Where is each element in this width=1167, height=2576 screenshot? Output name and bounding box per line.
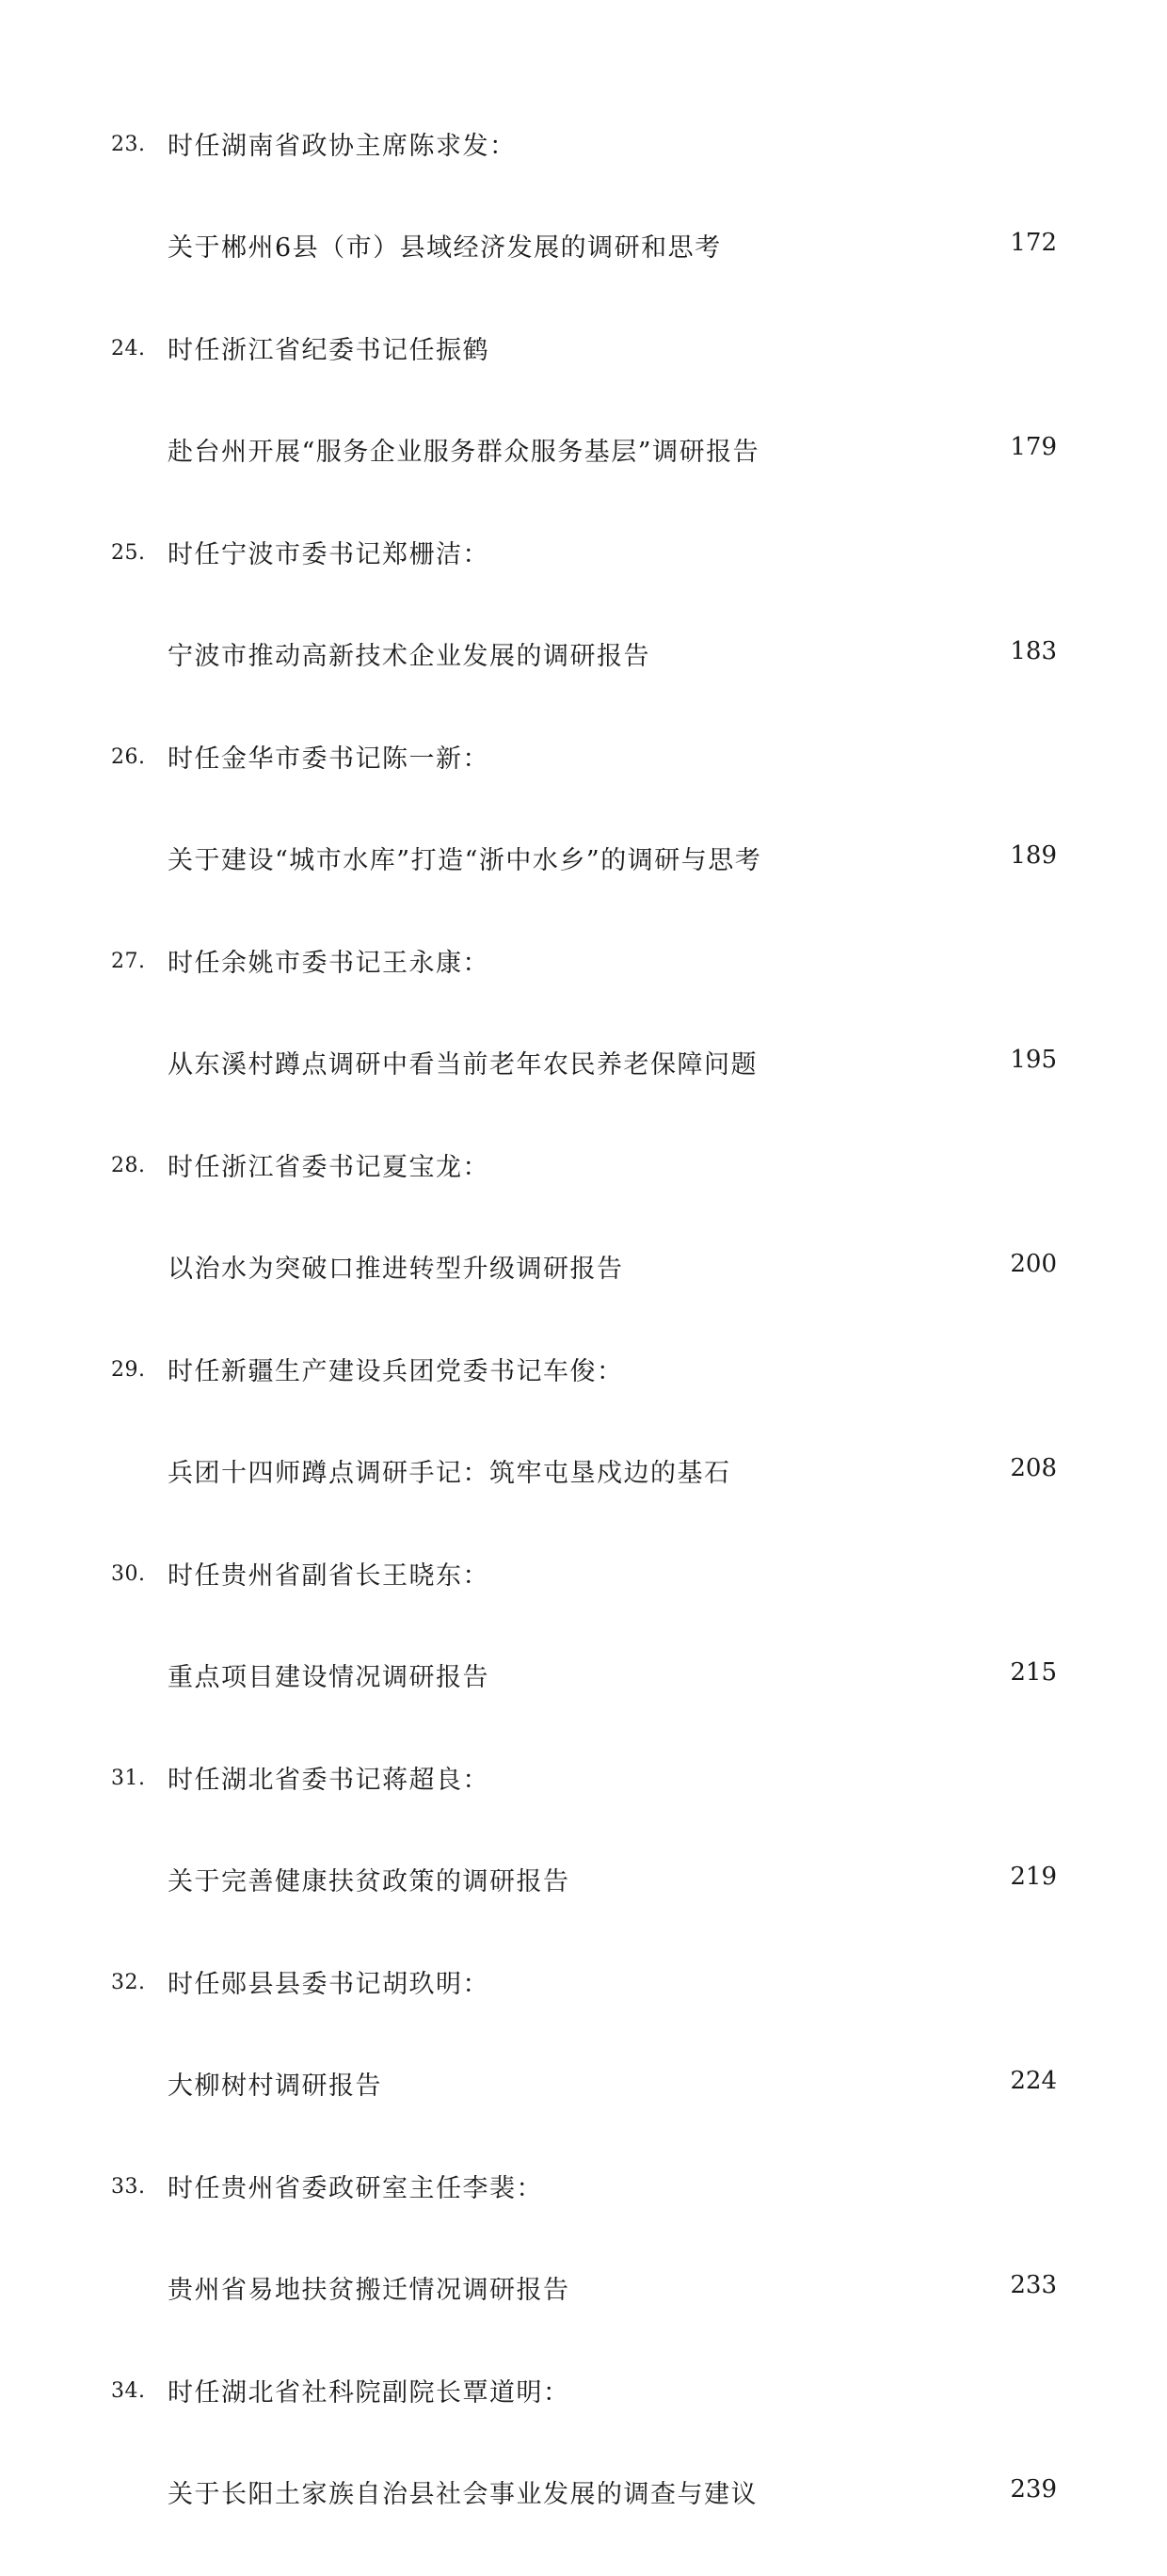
toc-entry-author: 时任浙江省纪委书记任振鹤 [168, 336, 489, 365]
toc-entry-title-line[interactable] [0, 227, 1167, 274]
toc-entry-title-line[interactable] [0, 1044, 1167, 1091]
toc-entry-author: 时任贵州省副省长王晓东： [168, 1561, 489, 1591]
toc-entry[interactable] [0, 534, 1167, 738]
toc-entry-title[interactable]: 贵州省易地扶贫搬迁情况调研报告 [168, 2276, 570, 2305]
toc-entry-author-line [0, 1759, 1167, 1806]
toc-entry-author: 时任新疆生产建设兵团党委书记车俊： [168, 1357, 624, 1386]
toc-entry-page-number: 200 [1010, 1250, 1057, 1278]
toc-entry-author: 时任浙江省委书记夏宝龙： [168, 1153, 489, 1182]
toc-entry-author-line [0, 738, 1167, 785]
toc-entry-number: 33. [111, 2175, 146, 2199]
toc-entry-number: 24. [111, 337, 146, 360]
toc-entry-page-number: 219 [1010, 1863, 1057, 1891]
toc-entry-number: 28. [111, 1154, 146, 1177]
toc-entry-page-number: 224 [1010, 2067, 1057, 2095]
toc-entry-author-line [0, 329, 1167, 376]
toc-entry-title[interactable]: 关于建设“城市水库”打造“浙中水乡”的调研与思考 [168, 846, 762, 875]
toc-entry-page-number: 183 [1010, 637, 1057, 665]
toc-entry-title-line[interactable] [0, 2065, 1167, 2112]
toc-entry[interactable] [0, 738, 1167, 942]
toc-entry-page-number: 239 [1010, 2475, 1057, 2504]
toc-entry-title[interactable]: 重点项目建设情况调研报告 [168, 1663, 489, 1692]
toc-entry-title-line[interactable] [0, 635, 1167, 682]
toc-entry-author: 时任湖南省政协主席陈求发： [168, 132, 517, 161]
toc-entry-title-line[interactable] [0, 1656, 1167, 1704]
toc-entry-page-number: 233 [1010, 2271, 1057, 2299]
toc-entry-title-line[interactable] [0, 2473, 1167, 2520]
toc-entry-number: 34. [111, 2379, 146, 2403]
toc-entry-author-line [0, 2372, 1167, 2419]
toc-entry-page-number: 179 [1010, 433, 1057, 461]
toc-entry-number: 23. [111, 133, 146, 156]
toc-entry-author-line [0, 942, 1167, 989]
toc-entry-title[interactable]: 兵团十四师蹲点调研手记：筑牢屯垦戍边的基石 [168, 1459, 731, 1488]
toc-entry-author-line [0, 1146, 1167, 1193]
toc-entry[interactable] [0, 942, 1167, 1146]
toc-entry-author-line [0, 125, 1167, 172]
toc-entry[interactable] [0, 1351, 1167, 1555]
toc-entry-title-line[interactable] [0, 1248, 1167, 1295]
toc-entry[interactable] [0, 1146, 1167, 1351]
toc-entry-author: 时任湖北省委书记蒋超良： [168, 1766, 489, 1795]
toc-entry-title[interactable]: 以治水为突破口推进转型升级调研报告 [168, 1255, 624, 1284]
toc-entry-author: 时任郧县县委书记胡玖明： [168, 1970, 489, 1999]
toc-entry-author: 时任湖北省社科院副院长覃道明： [168, 2378, 570, 2408]
toc-entry-author: 时任贵州省委政研室主任李裴： [168, 2174, 543, 2203]
toc-entry-author: 时任余姚市委书记王永康： [168, 949, 489, 978]
toc-entry-title-line[interactable] [0, 1452, 1167, 1499]
toc-entry-page-number: 215 [1010, 1658, 1057, 1687]
toc-entry-title[interactable]: 赴台州开展“服务企业服务群众服务基层”调研报告 [168, 438, 760, 467]
toc-entry-page-number: 208 [1010, 1454, 1057, 1482]
toc-entry[interactable] [0, 1555, 1167, 1759]
toc-entry-title[interactable]: 宁波市推动高新技术企业发展的调研报告 [168, 642, 650, 671]
toc-entry-number: 25. [111, 541, 146, 565]
toc-entry-number: 32. [111, 1971, 146, 1994]
toc-entry[interactable] [0, 125, 1167, 329]
toc-entry-title[interactable]: 关于完善健康扶贫政策的调研报告 [168, 1867, 570, 1896]
toc-entry-author-line [0, 1963, 1167, 2010]
toc-entry-title[interactable]: 大柳树村调研报告 [168, 2072, 382, 2101]
toc-entry-page-number: 172 [1010, 229, 1057, 257]
toc-entry-author-line [0, 1351, 1167, 1398]
toc-entry-title-line[interactable] [0, 1861, 1167, 1908]
toc-entry-number: 27. [111, 950, 146, 973]
toc-entry-title-line[interactable] [0, 431, 1167, 478]
toc-entry-title-line[interactable] [0, 2269, 1167, 2316]
toc-entry-title[interactable]: 关于郴州6县（市）县域经济发展的调研和思考 [168, 233, 722, 263]
toc-entry-title-line[interactable] [0, 840, 1167, 887]
toc-entry-number: 31. [111, 1767, 146, 1790]
toc-entry-author: 时任金华市委书记陈一新： [168, 744, 489, 774]
toc-entry-title[interactable]: 关于长阳土家族自治县社会事业发展的调查与建议 [168, 2480, 758, 2509]
toc-entry-number: 26. [111, 745, 146, 769]
toc-entry[interactable] [0, 329, 1167, 534]
toc-entry[interactable] [0, 1759, 1167, 1963]
toc-entry-author-line [0, 534, 1167, 581]
toc-entry-page-number: 195 [1010, 1046, 1057, 1074]
toc-entry[interactable] [0, 1963, 1167, 2168]
table-of-contents [0, 125, 1167, 2576]
toc-entry-page-number: 189 [1010, 841, 1057, 870]
toc-entry-author-line [0, 1555, 1167, 1602]
toc-entry-author-line [0, 2168, 1167, 2215]
toc-entry-author: 时任宁波市委书记郑栅洁： [168, 540, 489, 569]
toc-entry-number: 29. [111, 1358, 146, 1382]
toc-entry-title[interactable]: 从东溪村蹲点调研中看当前老年农民养老保障问题 [168, 1050, 758, 1080]
toc-entry[interactable] [0, 2168, 1167, 2372]
toc-entry-number: 30. [111, 1562, 146, 1586]
toc-entry[interactable] [0, 2372, 1167, 2576]
